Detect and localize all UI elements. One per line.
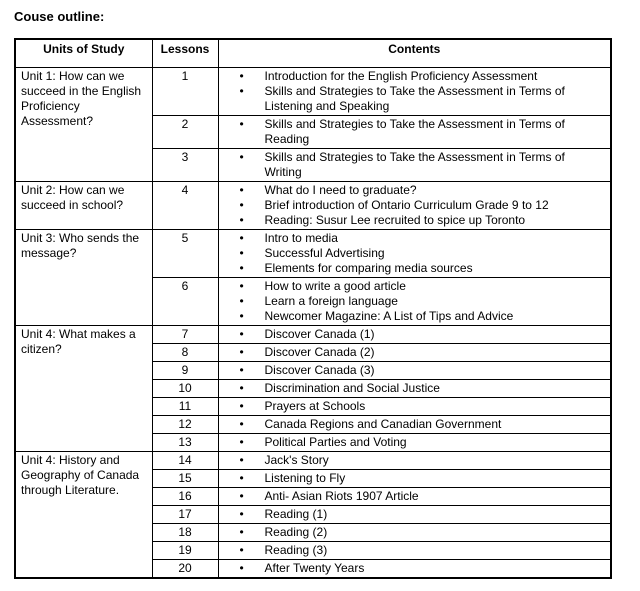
unit-title: Unit 1: How can we succeed in the English Proficiency Assessment? [15,68,152,182]
contents-list [224,231,606,276]
list-item: • Political Parties and Voting [224,435,606,450]
unit-title: Unit 2: How can we succeed in school? [15,182,152,230]
lesson-contents [218,362,611,380]
lesson-number: 14 [152,452,218,470]
contents-list [224,471,606,486]
table-header-row [15,39,611,68]
contents-list [224,561,606,576]
list-item: • Reading (3) [224,543,606,558]
lesson-contents [218,380,611,398]
lesson-number: 6 [152,278,218,326]
header-units-of-study: Units of Study [15,39,152,68]
lesson-contents [218,230,611,278]
lesson-contents [218,68,611,116]
list-item: • Learn a foreign language [224,294,606,309]
lesson-contents [218,149,611,182]
lesson-contents [218,488,611,506]
lesson-contents [218,116,611,149]
contents-list [224,543,606,558]
lesson-number: 1 [152,68,218,116]
table-row [15,326,611,344]
list-item: • Elements for comparing media sources [224,261,606,276]
contents-list [224,150,606,180]
lesson-contents [218,398,611,416]
contents-list [224,417,606,432]
lesson-contents [218,416,611,434]
contents-list [224,435,606,450]
list-item: • Skills and Strategies to Take the Assessment in Terms of Writing [224,150,606,180]
course-outline-table [14,38,612,579]
lesson-number: 20 [152,560,218,579]
list-item: • Discover Canada (1) [224,327,606,342]
contents-list [224,363,606,378]
list-item: • Reading (1) [224,507,606,522]
lesson-number: 18 [152,524,218,542]
list-item: • Anti- Asian Riots 1907 Article [224,489,606,504]
table-row [15,452,611,470]
lesson-number: 5 [152,230,218,278]
header-contents: Contents [218,39,611,68]
list-item: • Newcomer Magazine: A List of Tips and Advice [224,309,606,324]
table-row [15,182,611,230]
contents-list [224,399,606,414]
list-item: • Canada Regions and Canadian Government [224,417,606,432]
table-row [15,230,611,278]
contents-list [224,453,606,468]
lesson-contents [218,182,611,230]
list-item: • What do I need to graduate? [224,183,606,198]
list-item: • Introduction for the English Proficiency Assessment [224,69,606,84]
lesson-number: 3 [152,149,218,182]
table-row [15,68,611,116]
list-item: • Discrimination and Social Justice [224,381,606,396]
list-item: • Jack's Story [224,453,606,468]
lesson-number: 12 [152,416,218,434]
contents-list [224,345,606,360]
list-item: • Intro to media [224,231,606,246]
lesson-number: 2 [152,116,218,149]
lesson-number: 9 [152,362,218,380]
table-body [15,68,611,579]
contents-list [224,279,606,324]
list-item: • Listening to Fly [224,471,606,486]
lesson-contents [218,470,611,488]
unit-title: Unit 3: Who sends the message? [15,230,152,326]
contents-list [224,69,606,114]
lesson-number: 15 [152,470,218,488]
unit-title: Unit 4: History and Geography of Canada through Literature. [15,452,152,579]
list-item: • Discover Canada (3) [224,363,606,378]
lesson-contents [218,326,611,344]
contents-list [224,117,606,147]
lesson-contents [218,278,611,326]
contents-list [224,327,606,342]
list-item: • Successful Advertising [224,246,606,261]
lesson-contents [218,542,611,560]
lesson-number: 4 [152,182,218,230]
lesson-number: 17 [152,506,218,524]
lesson-number: 7 [152,326,218,344]
list-item: • How to write a good article [224,279,606,294]
lesson-number: 8 [152,344,218,362]
lesson-number: 10 [152,380,218,398]
list-item: • After Twenty Years [224,561,606,576]
contents-list [224,381,606,396]
lesson-contents [218,560,611,579]
lesson-contents [218,344,611,362]
list-item: • Skills and Strategies to Take the Assessment in Terms of Listening and Speaking [224,84,606,114]
lesson-contents [218,524,611,542]
list-item: • Reading (2) [224,525,606,540]
header-lessons: Lessons [152,39,218,68]
list-item: • Skills and Strategies to Take the Assessment in Terms of Reading [224,117,606,147]
list-item: • Brief introduction of Ontario Curriculum Grade 9 to 12 [224,198,606,213]
list-item: • Reading: Susur Lee recruited to spice up Toronto [224,213,606,228]
lesson-contents [218,434,611,452]
contents-list [224,507,606,522]
lesson-number: 11 [152,398,218,416]
lesson-number: 19 [152,542,218,560]
contents-list [224,183,606,228]
contents-list [224,489,606,504]
list-item: • Discover Canada (2) [224,345,606,360]
list-item: • Prayers at Schools [224,399,606,414]
lesson-number: 13 [152,434,218,452]
lesson-contents [218,452,611,470]
lesson-contents [218,506,611,524]
lesson-number: 16 [152,488,218,506]
unit-title: Unit 4: What makes a citizen? [15,326,152,452]
contents-list [224,525,606,540]
page-title: Couse outline: [14,9,105,24]
